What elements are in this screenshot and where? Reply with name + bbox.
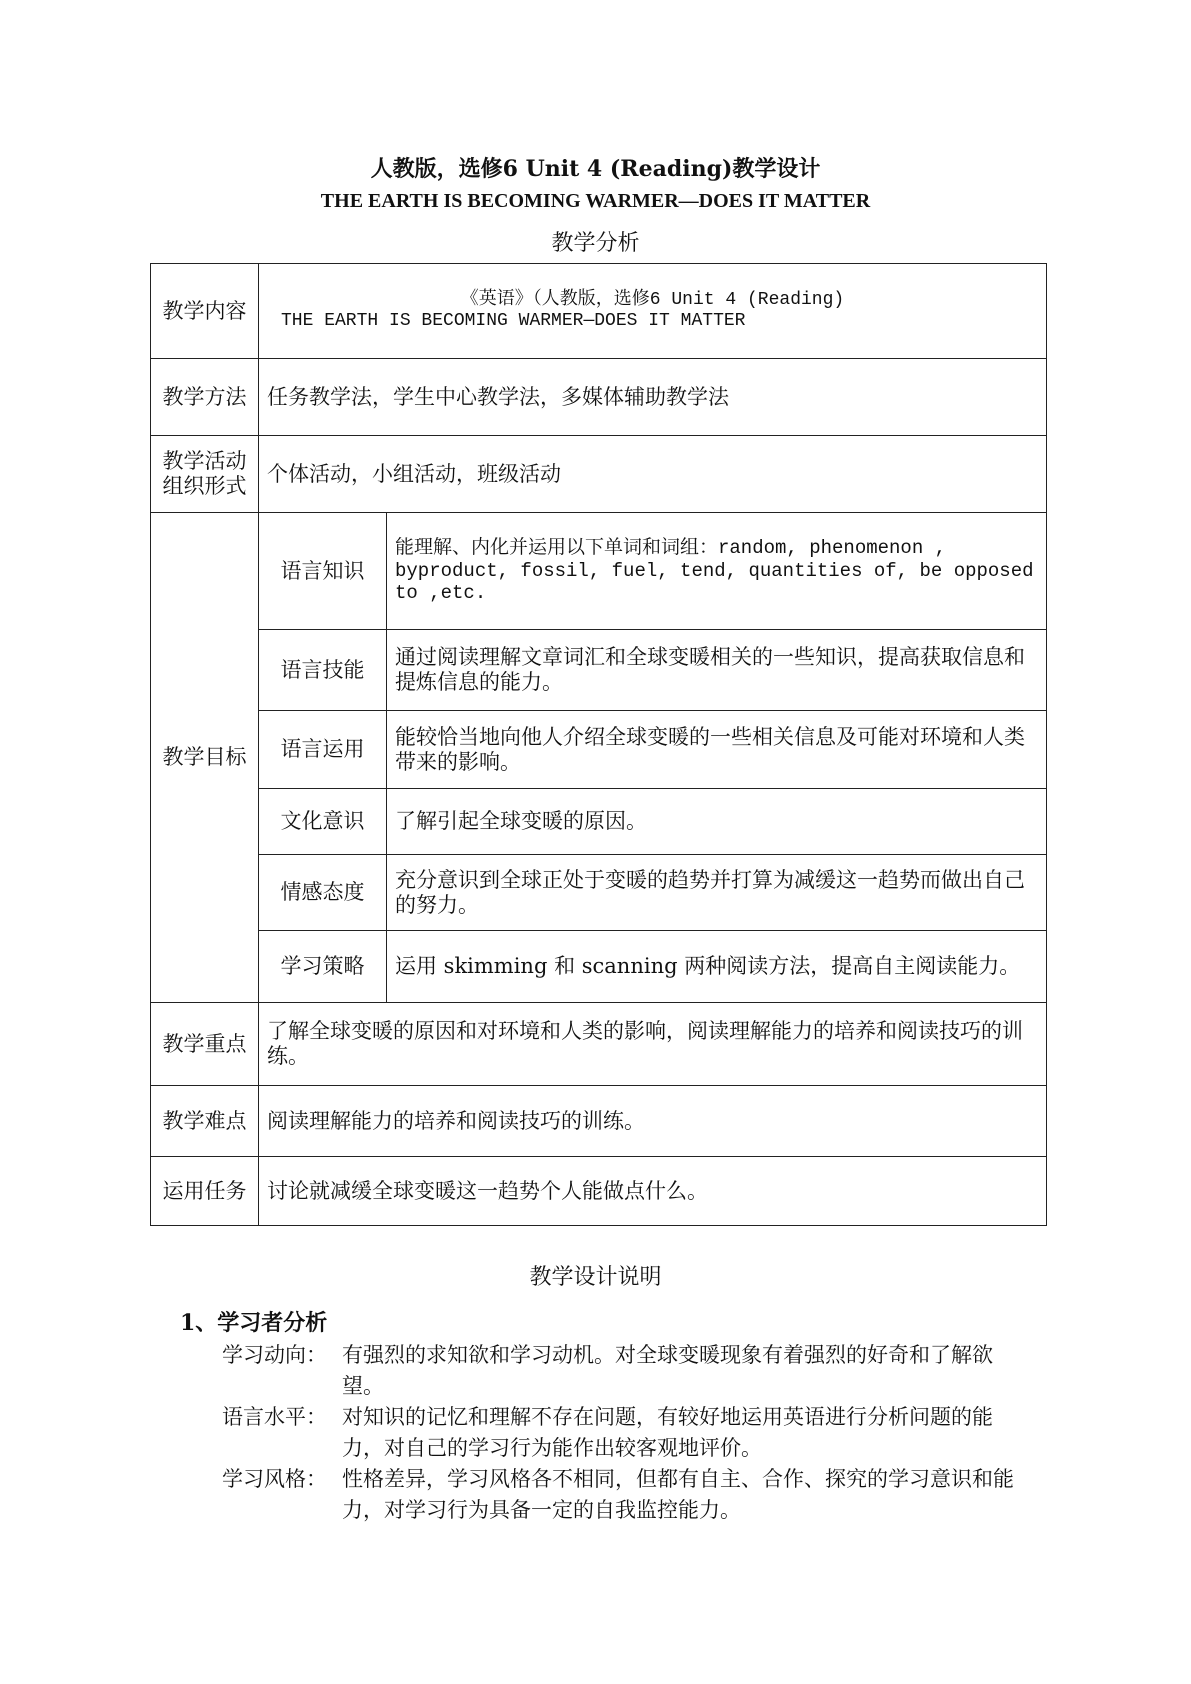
objective-label: 情感态度: [259, 855, 387, 931]
row-label: 教学内容: [151, 264, 259, 359]
objective-value: 运用 skimming 和 scanning 两种阅读方法，提高自主阅读能力。: [387, 931, 1047, 1003]
objective-value: 充分意识到全球正处于变暖的趋势并打算为减缓这一趋势而做出自己的努力。: [387, 855, 1047, 931]
table-row: [151, 789, 1047, 855]
focus-cell: 了解全球变暖的原因和对环境和人类的影响，阅读理解能力的培养和阅读技巧的训练。: [259, 1003, 1047, 1086]
task-cell: 讨论就减缓全球变暖这一趋势个人能做点什么。: [259, 1157, 1047, 1226]
method-cell: 任务教学法，学生中心教学法，多媒体辅助教学法: [259, 359, 1047, 436]
activity-cell: 个体活动，小组活动，班级活动: [259, 436, 1047, 513]
design-heading: 教学设计说明: [529, 1265, 662, 1290]
row-label: 教学活动组织形式: [151, 436, 259, 513]
content-line-2: THE EARTH IS BECOMING WARMER—DOES IT MATTER: [281, 311, 746, 331]
row-label: 教学重点: [151, 1003, 259, 1086]
teaching-analysis-table: [150, 263, 1047, 1226]
row-label: 教学目标: [151, 513, 259, 1003]
row-label: 教学方法: [151, 359, 259, 436]
table-row: [151, 436, 1047, 513]
item-value: 性格差异，学习风格各不相同，但都有自主、合作、探究的学习意识和能力，对学习行为具备一定的自我监控能力。: [342, 1467, 1014, 1522]
content-cell: [259, 264, 1047, 359]
content-line-1: 《英语》（人教版，选修6 Unit 4 (Reading): [460, 289, 845, 310]
item-key: 语言水平：: [222, 1405, 327, 1429]
table-row: [151, 855, 1047, 931]
item-key: 学习动向：: [222, 1343, 327, 1367]
document-subtitle: THE EARTH IS BECOMING WARMER—DOES IT MATTER: [320, 190, 871, 212]
table-row: [151, 1003, 1047, 1086]
objective-label: 文化意识: [259, 789, 387, 855]
row-label: 运用任务: [151, 1157, 259, 1226]
document-title: 人教版，选修6 Unit 4 (Reading)教学设计: [370, 156, 821, 182]
list-item: [222, 1402, 1022, 1464]
learner-analysis-heading: 1、学习者分析: [180, 1310, 328, 1336]
table-row: [151, 931, 1047, 1003]
objective-label: 语言运用: [259, 711, 387, 789]
item-key: 学习风格：: [222, 1467, 327, 1491]
table-row: [151, 359, 1047, 436]
objective-label: 语言知识: [259, 513, 387, 630]
table-row: [151, 1157, 1047, 1226]
objective-label: 学习策略: [259, 931, 387, 1003]
row-label: 教学难点: [151, 1086, 259, 1157]
objective-value: 能理解、内化并运用以下单词和词组：random, phenomenon , byproduct, fossil, fuel, tend, quantities of, be opposed to ,etc.: [387, 513, 1047, 630]
table-row: [151, 630, 1047, 711]
difficulty-cell: 阅读理解能力的培养和阅读技巧的训练。: [259, 1086, 1047, 1157]
table-row: [151, 513, 1047, 630]
table-row: [151, 711, 1047, 789]
objective-label: 语言技能: [259, 630, 387, 711]
objective-value: 通过阅读理解文章词汇和全球变暖相关的一些知识，提高获取信息和提炼信息的能力。: [387, 630, 1047, 711]
analysis-heading: 教学分析: [551, 231, 640, 256]
table-row: [151, 264, 1047, 359]
item-value: 有强烈的求知欲和学习动机。对全球变暖现象有着强烈的好奇和了解欲望。: [342, 1343, 993, 1398]
list-item: [222, 1340, 1022, 1402]
objective-value: 了解引起全球变暖的原因。: [387, 789, 1047, 855]
objective-value: 能较恰当地向他人介绍全球变暖的一些相关信息及可能对环境和人类带来的影响。: [387, 711, 1047, 789]
learner-analysis: [222, 1340, 1022, 1526]
list-item: [222, 1464, 1022, 1526]
item-value: 对知识的记忆和理解不存在问题，有较好地运用英语进行分析问题的能力，对自己的学习行为能作出较客观地评价。: [342, 1405, 993, 1460]
table-row: [151, 1086, 1047, 1157]
